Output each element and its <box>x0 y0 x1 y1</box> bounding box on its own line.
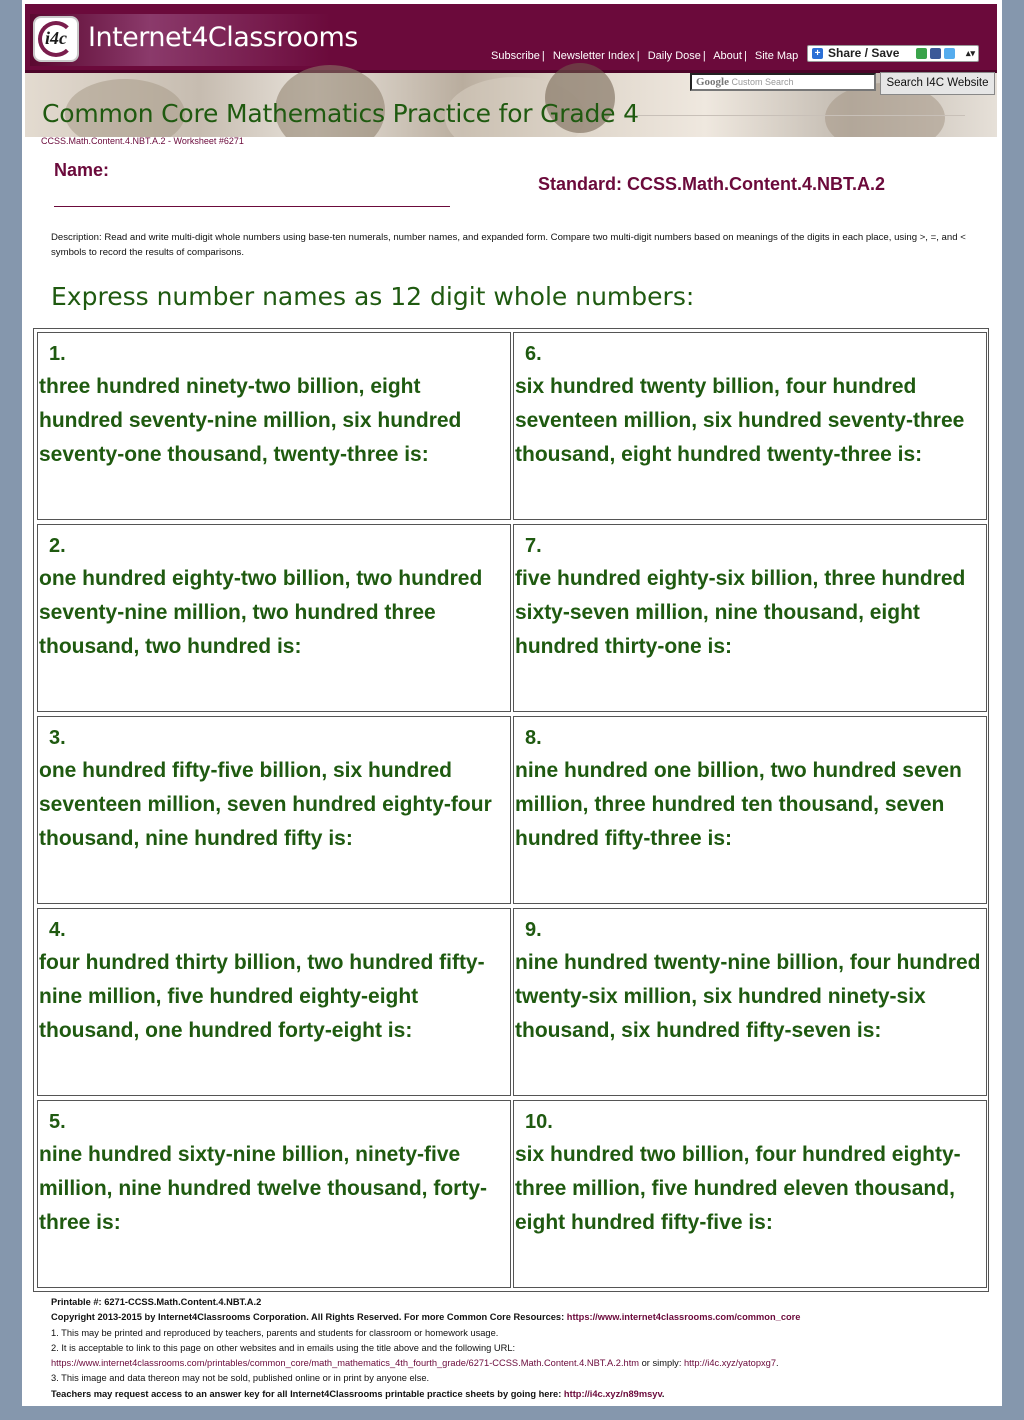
question-cell <box>37 1100 511 1288</box>
question-cell <box>37 332 511 520</box>
question-number: 4. <box>49 919 66 941</box>
title-rule <box>635 115 965 116</box>
question-text: one hundred fifty-five billion, six hundred seventeen million, seven hundred eighty-four thousand, nine hundred fifty is: <box>39 759 492 850</box>
usage-rule-2: 2. It is acceptable to link to this page on other websites and in emails using the title above and the following URL: <box>51 1342 516 1353</box>
nav-newsletter-index[interactable]: Newsletter Index <box>552 50 635 62</box>
question-grid <box>33 328 989 1292</box>
printable-number: Printable #: 6271-CCSS.Math.Content.4.NBT.A.2 <box>51 1297 262 1307</box>
description: Description: Read and write multi-digit whole numbers using base-ten numerals, number names, and expanded form. Compare two multi-digit numbers based on meanings of the digits in each place, using >, =, and < symbols to record the results of comparisons. <box>51 232 966 258</box>
site-logo[interactable] <box>30 14 358 66</box>
answer-key-link[interactable]: http://i4c.xyz/n89msyv <box>563 1388 662 1399</box>
custom-search-input[interactable]: Google Custom Search <box>690 73 876 91</box>
search-button[interactable]: Search I4C Website <box>880 72 995 95</box>
question-text: five hundred eighty-six billion, three hundred sixty-seven million, nine thousand, eight hundred thirty-one is: <box>515 567 966 658</box>
header-bar <box>25 4 997 73</box>
breadcrumb: CCSS.Math.Content.4.NBT.A.2 - Worksheet #6271 <box>41 136 244 146</box>
chevron-updown-icon: ▴▾ <box>965 48 975 58</box>
nav-about[interactable]: About <box>713 50 742 62</box>
question-number: 5. <box>49 1111 66 1133</box>
logo-text: Internet4Classrooms <box>88 22 358 53</box>
question-text: nine hundred one billion, two hundred seven million, three hundred ten thousand, seven hundred fifty-three is: <box>515 759 962 850</box>
question-text: nine hundred sixty-nine billion, ninety-five million, nine hundred twelve thousand, forty-three is: <box>39 1143 488 1234</box>
question-text: six hundred twenty billion, four hundred seventeen million, six hundred seventy-three thousand, eight hundred twenty-three is: <box>515 375 965 466</box>
question-cell <box>513 908 987 1096</box>
plus-icon: + <box>812 48 823 59</box>
i4c-logo-icon: i4c <box>33 16 79 62</box>
question-text: three hundred ninety-two billion, eight hundred seventy-nine million, six hundred seventy-one thousand, twenty-three is: <box>39 375 462 466</box>
short-url-link[interactable]: http://i4c.xyz/yatopxg7 <box>684 1358 776 1369</box>
page <box>22 0 1002 1406</box>
question-cell <box>513 524 987 712</box>
question-number: 9. <box>525 919 542 941</box>
question-cell <box>513 332 987 520</box>
name-label: Name: <box>54 160 110 180</box>
question-number: 10. <box>525 1111 553 1133</box>
question-text: six hundred two billion, four hundred eighty-three million, five hundred eleven thousand, eight hundred fifty-five is: <box>515 1143 961 1234</box>
question-text: four hundred thirty billion, two hundred fifty-nine million, five hundred eighty-eight thousand, one hundred forty-eight is: <box>39 951 485 1042</box>
twitter-icon <box>944 48 955 59</box>
standard-label: Standard: CCSS.Math.Content.4.NBT.A.2 <box>538 174 886 194</box>
usage-rule-1: 1. This may be printed and reproduced by teachers, parents and students for classroom or homework usage. <box>51 1327 499 1338</box>
name-line <box>54 206 450 207</box>
instruction-heading: Express number names as 12 digit whole numbers: <box>51 282 695 311</box>
question-number: 2. <box>49 535 66 557</box>
question-number: 3. <box>49 727 66 749</box>
answer-key-note: Teachers may request access to an answer key for all Internet4Classrooms printable practice sheets by going here: http://i4c.xyz/n89msyv. <box>51 1388 665 1399</box>
question-number: 1. <box>49 343 66 365</box>
question-cell <box>37 908 511 1096</box>
question-cell <box>513 1100 987 1288</box>
nav-daily-dose[interactable]: Daily Dose <box>647 50 701 62</box>
usage-urls: https://www.internet4classrooms.com/printables/common_core/math_mathematics_4th_fourth_grade/6271-CCSS.Math.Content.4.NBT.A.2.htm or simply: http://i4c.xyz/yatopxg7. <box>51 1358 779 1369</box>
top-nav: Subscribe | Newsletter Index | Daily Dose | About | Site Map <box>491 50 799 62</box>
worksheet-url-link[interactable]: https://www.internet4classrooms.com/printables/common_core/math_mathematics_4th_fourth_grade/6271-CCSS.Math.Content.4.NBT.A.2.htm <box>51 1358 640 1369</box>
usage-rule-3: 3. This image and data thereon may not be sold, published online or in print by anyone else. <box>51 1373 430 1384</box>
copyright: Copyright 2013-2015 by Internet4Classrooms Corporation. All Rights Reserved. For more Common Core Resources: https://www.internet4classrooms.com/common_core <box>51 1312 801 1323</box>
share-label: Share / Save <box>828 46 900 60</box>
share-email-icon <box>916 48 927 59</box>
question-cell <box>37 716 511 904</box>
question-text: nine hundred twenty-nine billion, four hundred twenty-six million, six hundred ninety-six thousand, six hundred fifty-seven is: <box>515 951 981 1042</box>
footer <box>51 1295 996 1402</box>
common-core-link[interactable]: https://www.internet4classrooms.com/common_core <box>566 1312 801 1323</box>
question-number: 8. <box>525 727 542 749</box>
site-header <box>25 4 997 137</box>
question-text: one hundred eighty-two billion, two hundred seventy-nine million, two hundred three thousand, two hundred is: <box>39 567 483 658</box>
nav-subscribe[interactable]: Subscribe <box>491 50 540 62</box>
question-number: 7. <box>525 535 542 557</box>
question-number: 6. <box>525 343 542 365</box>
facebook-icon <box>930 48 941 59</box>
question-cell <box>513 716 987 904</box>
question-cell <box>37 524 511 712</box>
share-save-button[interactable] <box>807 45 979 62</box>
nav-site-map[interactable]: Site Map <box>754 50 799 62</box>
page-title: Common Core Mathematics Practice for Grade 4 <box>42 99 639 128</box>
